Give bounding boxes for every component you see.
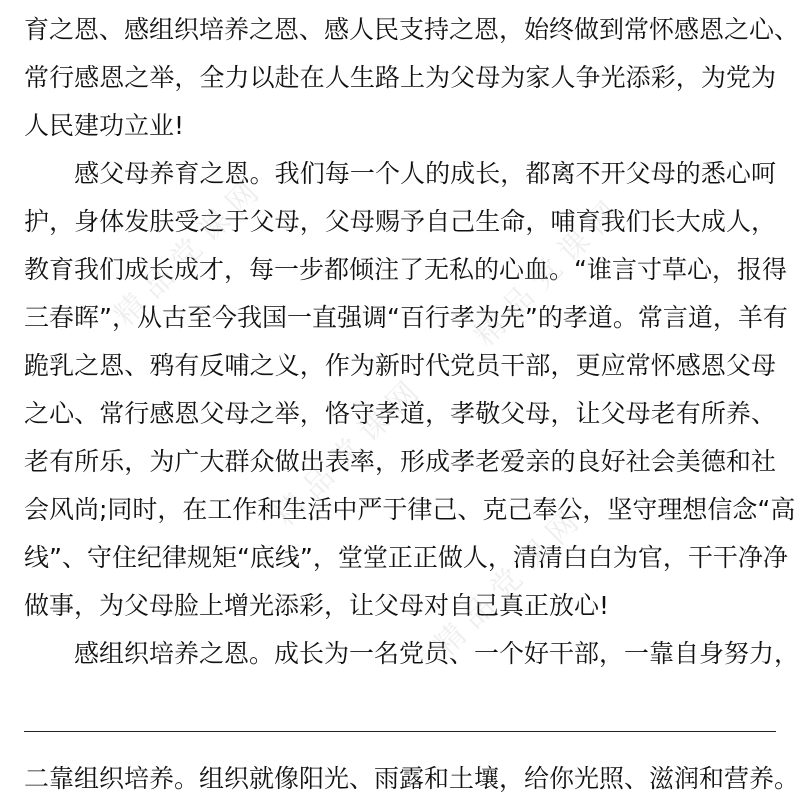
text-line-11: 会风尚;同时，在工作和生活中严于律己、克己奉公，坚守理想信念“高 — [24, 495, 796, 524]
text-line-12: 线”、守住纪律规矩“底线”，堂堂正正做人，清清白白为官，干干净净 — [24, 543, 788, 572]
text-line-1: 育之恩、感组织培养之恩、感人民支持之恩，始终做到常怀感恩之心、 — [24, 15, 800, 44]
watermark-graphic: 精 品 党 课 网 — [427, 505, 586, 664]
text-line-8: 跪乳之恩、鸦有反哺之义，作为新时代党员干部，更应常怀感恩父母 — [24, 351, 776, 380]
text-line-7: 三春晖”，从古至今我国一直强调“百行孝为先”的孝道。常言道，羊有 — [24, 303, 788, 332]
watermark-graphic: 精 品 党 课 网 — [467, 195, 626, 354]
text-line-4: 感父母养育之恩。我们每一个人的成长，都离不开父母的悉心呵 — [24, 159, 776, 188]
text-line-3: 人民建功立业! — [24, 111, 185, 140]
footer-text-line: 二靠组织培养。组织就像阳光、雨露和土壤，给你光照、滋润和营养。 — [24, 764, 800, 793]
watermark-graphic: 精 品 党 课 网 — [267, 375, 426, 534]
text-line-13: 做事，为父母脸上增光添彩，让父母对自己真正放心! — [24, 591, 610, 620]
text-line-2: 常行感恩之举，全力以赴在人生路上为父母为家人争光添彩，为党为 — [24, 63, 776, 92]
text-line-14: 感组织培养之恩。成长为一名党员、一个好干部，一靠自身努力， — [24, 639, 800, 668]
watermark-graphic: 精 品 党 课 网 — [107, 175, 266, 334]
text-line-6: 教育我们成长成才，每一步都倾注了无私的心血。“谁言寸草心，报得 — [24, 255, 787, 284]
page-divider — [24, 731, 776, 732]
text-line-5: 护，身体发肤受之于父母，父母赐予自己生命，哺育我们长大成人， — [24, 207, 776, 236]
text-line-10: 老有所乐，为广大群众做出表率，形成孝老爱亲的良好社会美德和社 — [24, 447, 776, 476]
text-line-9: 之心、常行感恩父母之举，恪守孝道，孝敬父母，让父母老有所养、 — [24, 399, 776, 428]
